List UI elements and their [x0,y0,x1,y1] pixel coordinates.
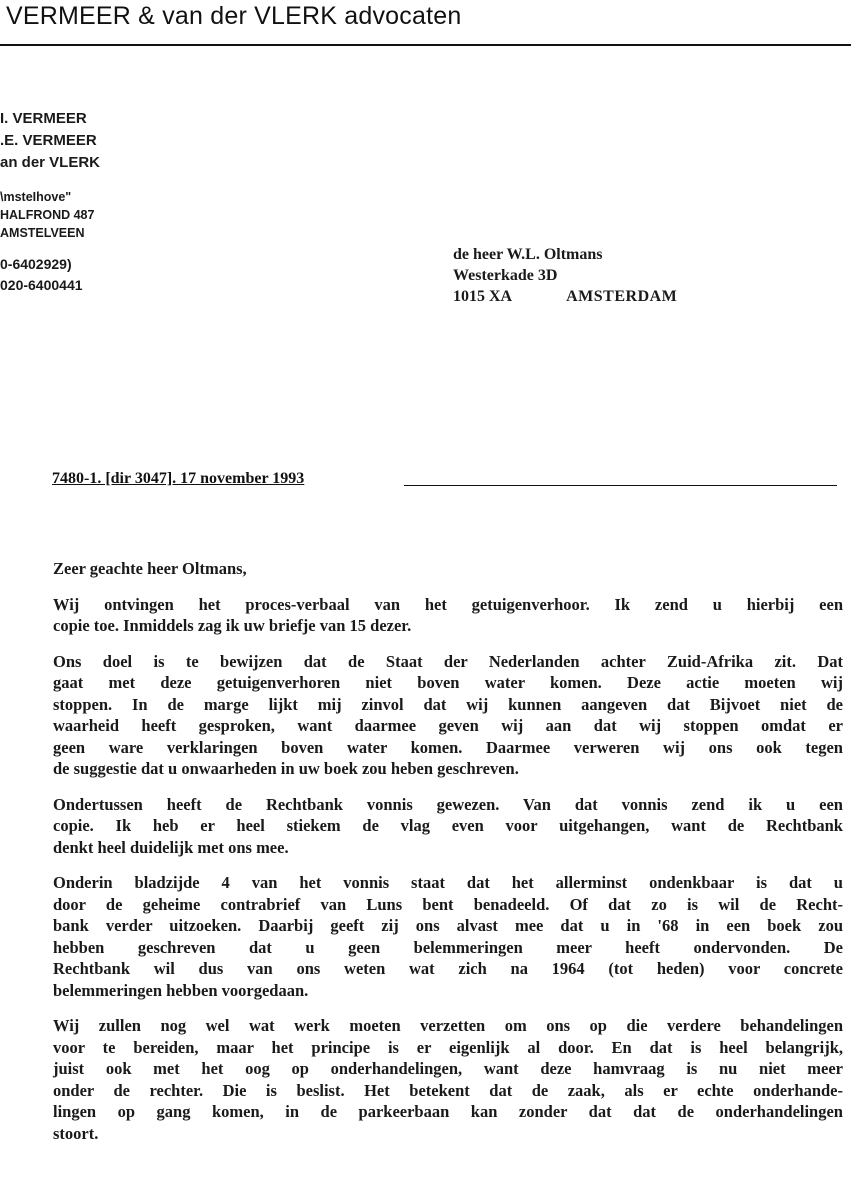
paragraph-line: copie. Ik heb er heel stiekem de vlag even voor uitgehangen, want de Rechtbank [53,816,843,835]
paragraph-line: onder de rechter. Die is beslist. Het betekent dat de zaak, als er echte onderhande- [53,1080,843,1100]
paragraph-5 [53,1015,843,1144]
paragraph-line: de suggestie dat u onwaarheden in uw boek zou heben geschreven. [53,759,519,778]
paragraph-line: Onderin bladzijde 4 van het vonnis staat dat het allerminst ondenkbaar is dat u [53,873,843,892]
salutation [53,558,843,580]
paragraph-line: bank verder uitzoeken. Daarbij geeft zij ons alvast mee dat u in '68 in een boek zou [53,916,843,935]
paragraph-line: denkt heel duidelijk met ons mee. [53,837,289,857]
recipient-postcode-city [453,286,677,307]
paragraph-line: juist ook met het oog op onderhandelingen, want deze hamvraag is nu niet meer [53,1059,843,1078]
paragraph-line: gaat met deze getuigenverhoren niet boven water komen. Deze actie moeten wij [53,673,843,692]
paragraph-line: hebben geschreven dat u geen belemmeringen meer heeft ondervonden. De [53,937,843,957]
recipient-name: de heer W.L. Oltmans [453,246,603,263]
paragraph-line: door de geheime contrabrief van Luns bent benadeeld. Of dat zo is wil de Recht- [53,894,843,914]
sender-name-3: an der VLERK [0,154,101,171]
paragraph-line: Rechtbank wil dus van ons weten wat zich na 1964 (tot heden) voor concrete [53,959,843,978]
paragraph-line: geen ware verklaringen boven water komen. Daarmee verweren wij ons ook tegen [53,737,843,757]
letter-body [53,558,843,1158]
paragraph-line: waarheid heeft gesproken, want daarmee geven wij aan dat wij stoppen omdat er [53,716,843,735]
paragraph-line: lingen op gang komen, in de parkeerbaan kan zonder dat dat de onderhandelingen [53,1102,843,1121]
sender-address-2: HALFROND 487 [0,208,95,222]
paragraph-line: belemmeringen hebben voorgedaan. [53,980,309,1000]
paragraph-line: Wij zullen nog wel wat werk moeten verzetten om ons op die verdere behandelingen [53,1016,843,1035]
letterhead-firm-name: VERMEER & van der VLERK advocaten [6,2,462,30]
sender-block [0,108,100,296]
recipient-address-block [453,244,677,307]
paragraph-line: Ondertussen heeft de Rechtbank vonnis gewezen. Van dat vonnis zend ik u een [53,794,843,814]
recipient-city: AMSTERDAM [566,288,678,305]
sender-name-1: I. VERMEER [0,110,87,127]
paragraph-4 [53,872,843,1001]
salutation-text: Zeer geachte heer Oltmans, [53,559,247,578]
sender-name-2: .E. VERMEER [0,132,97,149]
paragraph-line: stoort. [53,1123,99,1143]
paragraph-line: copie toe. Inmiddels zag ik uw briefje van 15 dezer. [53,616,412,635]
paragraph-2 [53,651,843,780]
recipient-postcode: 1015 XA [453,288,513,305]
sender-phone-2: 020-6400441 [0,277,83,293]
paragraph-1 [53,594,843,637]
sender-address-1: \msteIhove" [0,190,72,204]
letterhead-rule [0,44,851,46]
paragraph-line: Ons doel is te bewijzen dat de Staat der Nederlanden achter Zuid-Afrika zit. Dat [53,651,843,671]
paragraph-line: stoppen. In de marge lijkt mij zinvol dat wij kunnen aangeven dat Bijvoet niet de [53,694,843,714]
sender-address-3: AMSTELVEEN [0,226,85,240]
sender-phone-1: 0-6402929) [0,256,72,272]
reference-line: 7480-1. [dir 3047]. 17 november 1993 [52,470,305,487]
paragraph-line: Wij ontvingen het proces-verbaal van het getuigenverhoor. Ik zend u hierbij een [53,594,843,614]
reference-rule [404,485,837,486]
recipient-street: Westerkade 3D [453,267,558,284]
paragraph-3 [53,794,843,859]
paragraph-line: voor te bereiden, maar het principe is er eigenlijk al door. En dat is heel belangrijk, [53,1037,843,1057]
